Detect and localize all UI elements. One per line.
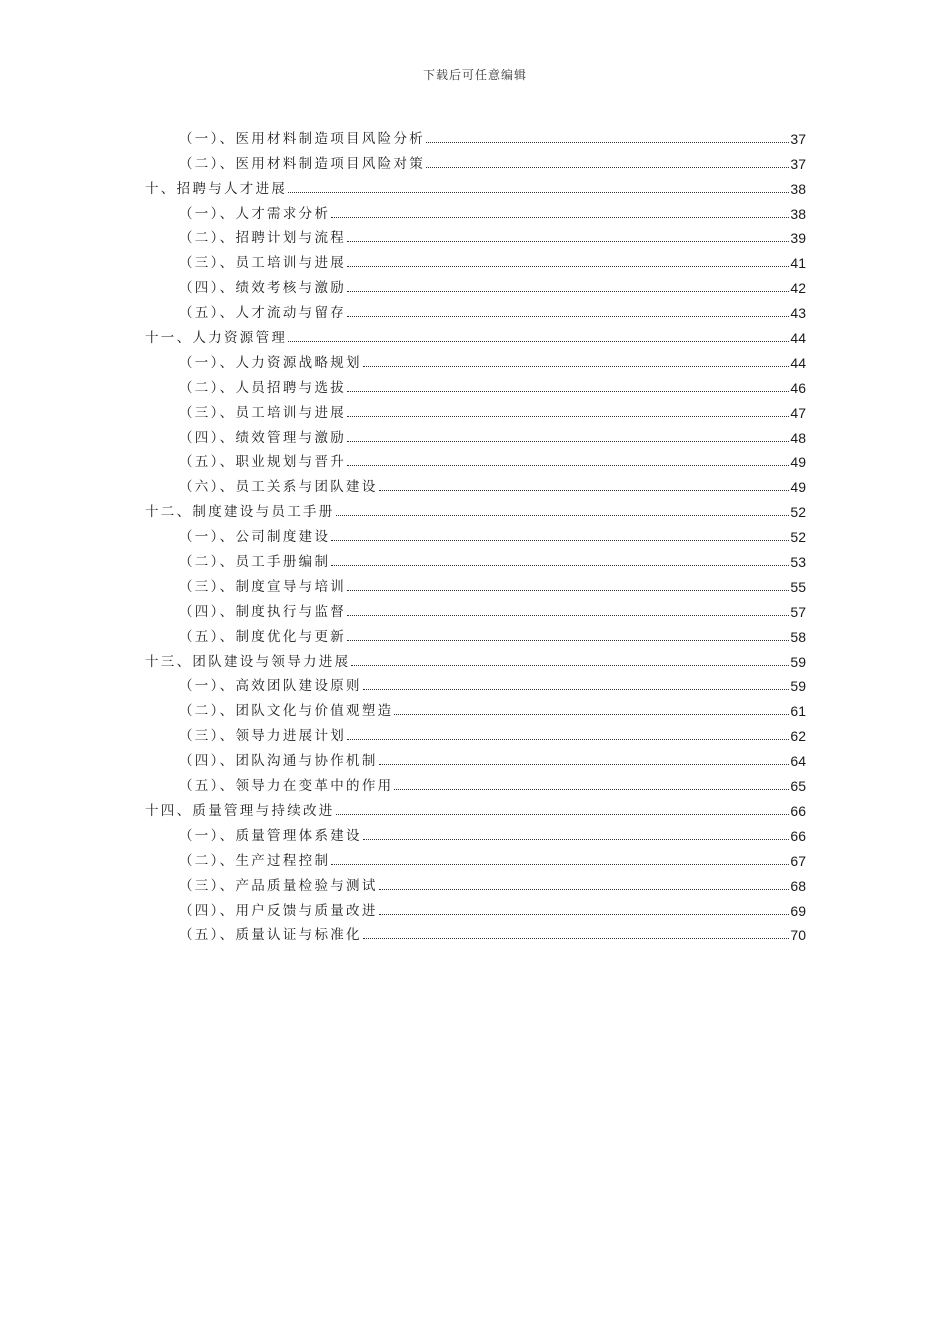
toc-section-entry[interactable]	[179, 473, 806, 498]
toc-section-entry[interactable]	[179, 225, 806, 250]
toc-entry-title: 十、招聘与人才进展	[145, 180, 288, 197]
dot-leader	[394, 789, 789, 790]
dot-leader	[331, 565, 789, 566]
dot-leader	[363, 366, 790, 367]
toc-section-entry[interactable]	[179, 274, 806, 299]
toc-entry-page-number: 69	[790, 902, 806, 919]
dot-leader	[347, 241, 789, 242]
toc-section-entry[interactable]	[179, 722, 806, 747]
dot-leader	[288, 341, 789, 342]
toc-entry-page-number: 68	[790, 877, 806, 894]
toc-entry-title: （三）、制度宣导与培训	[179, 578, 347, 595]
toc-entry-page-number: 53	[790, 554, 806, 571]
toc-entry-page-number: 52	[790, 504, 806, 521]
toc-section-entry[interactable]	[179, 399, 806, 424]
toc-chapter-entry[interactable]	[145, 324, 806, 349]
dot-leader	[347, 590, 789, 591]
toc-entry-page-number: 59	[790, 678, 806, 695]
toc-entry-title: （五）、制度优化与更新	[179, 628, 347, 645]
toc-entry-title: （四）、用户反馈与质量改进	[179, 902, 378, 919]
toc-section-entry[interactable]	[179, 200, 806, 225]
toc-entry-page-number: 57	[790, 603, 806, 620]
toc-section-entry[interactable]	[179, 772, 806, 797]
toc-entry-page-number: 52	[790, 529, 806, 546]
toc-entry-page-number: 65	[790, 778, 806, 795]
toc-entry-page-number: 44	[790, 330, 806, 347]
toc-entry-title: （三）、领导力进展计划	[179, 728, 347, 745]
toc-entry-title: （五）、领导力在变革中的作用	[179, 778, 394, 795]
toc-entry-title: 十四、质量管理与持续改进	[145, 802, 335, 819]
toc-entry-page-number: 47	[790, 404, 806, 421]
dot-leader	[336, 515, 790, 516]
dot-leader	[379, 889, 790, 890]
toc-chapter-entry[interactable]	[145, 648, 806, 673]
toc-entry-page-number: 58	[790, 628, 806, 645]
dot-leader	[347, 291, 789, 292]
toc-entry-title: （五）、质量认证与标准化	[179, 927, 362, 944]
toc-entry-title: （三）、产品质量检验与测试	[179, 877, 378, 894]
dot-leader	[347, 465, 789, 466]
toc-entry-title: 十三、团队建设与领导力进展	[145, 653, 351, 670]
toc-entry-title: （四）、团队沟通与协作机制	[179, 753, 378, 770]
dot-leader	[288, 192, 789, 193]
page-header: 下载后可任意编辑	[422, 68, 527, 82]
toc-section-entry[interactable]	[179, 424, 806, 449]
dot-leader	[347, 416, 789, 417]
toc-entry-title: （一）、医用材料制造项目风险分析	[179, 130, 426, 147]
dot-leader	[347, 266, 789, 267]
toc-section-entry[interactable]	[179, 374, 806, 399]
toc-entry-page-number: 49	[790, 479, 806, 496]
table-of-contents	[0, 125, 950, 946]
toc-section-entry[interactable]	[179, 847, 806, 872]
toc-section-entry[interactable]	[179, 125, 806, 150]
toc-entry-page-number: 67	[790, 852, 806, 869]
toc-entry-page-number: 61	[790, 703, 806, 720]
toc-section-entry[interactable]	[179, 922, 806, 947]
toc-entry-page-number: 49	[790, 454, 806, 471]
dot-leader	[331, 540, 789, 541]
dot-leader	[331, 217, 789, 218]
toc-section-entry[interactable]	[179, 249, 806, 274]
toc-section-entry[interactable]	[179, 523, 806, 548]
toc-section-entry[interactable]	[179, 673, 806, 698]
toc-section-entry[interactable]	[179, 598, 806, 623]
toc-section-entry[interactable]	[179, 449, 806, 474]
toc-entry-title: （五）、职业规划与晋升	[179, 454, 347, 471]
dot-leader	[426, 142, 789, 143]
toc-entry-page-number: 37	[790, 130, 806, 147]
toc-entry-title: （二）、招聘计划与流程	[179, 230, 347, 247]
dot-leader	[351, 665, 789, 666]
dot-leader	[394, 714, 789, 715]
toc-section-entry[interactable]	[179, 697, 806, 722]
dot-leader	[379, 764, 790, 765]
toc-chapter-entry[interactable]	[145, 797, 806, 822]
toc-entry-title: （二）、员工手册编制	[179, 554, 331, 571]
toc-entry-title: （二）、生产过程控制	[179, 852, 331, 869]
dot-leader	[347, 441, 789, 442]
toc-entry-page-number: 66	[790, 802, 806, 819]
dot-leader	[347, 316, 789, 317]
toc-section-entry[interactable]	[179, 299, 806, 324]
toc-section-entry[interactable]	[179, 150, 806, 175]
toc-entry-page-number: 46	[790, 379, 806, 396]
toc-entry-title: （一）、人力资源战略规划	[179, 354, 362, 371]
toc-entry-title: （一）、公司制度建设	[179, 529, 331, 546]
toc-entry-page-number: 70	[790, 927, 806, 944]
toc-entry-title: （一）、人才需求分析	[179, 205, 331, 222]
toc-chapter-entry[interactable]	[145, 498, 806, 523]
toc-section-entry[interactable]	[179, 897, 806, 922]
dot-leader	[347, 391, 789, 392]
dot-leader	[363, 839, 790, 840]
toc-section-entry[interactable]	[179, 623, 806, 648]
dot-leader	[363, 938, 790, 939]
dot-leader	[331, 864, 789, 865]
toc-entry-title: （四）、制度执行与监督	[179, 603, 347, 620]
toc-entry-page-number: 38	[790, 180, 806, 197]
toc-section-entry[interactable]	[179, 822, 806, 847]
toc-entry-title: （四）、绩效管理与激励	[179, 429, 347, 446]
toc-entry-page-number: 38	[790, 205, 806, 222]
toc-entry-page-number: 66	[790, 827, 806, 844]
dot-leader	[379, 490, 790, 491]
dot-leader	[347, 739, 789, 740]
toc-entry-title: （一）、高效团队建设原则	[179, 678, 362, 695]
toc-entry-page-number: 39	[790, 230, 806, 247]
toc-entry-page-number: 37	[790, 155, 806, 172]
dot-leader	[336, 814, 790, 815]
toc-entry-page-number: 55	[790, 578, 806, 595]
toc-entry-page-number: 44	[790, 354, 806, 371]
toc-entry-title: （三）、员工培训与进展	[179, 255, 347, 272]
toc-chapter-entry[interactable]	[145, 175, 806, 200]
toc-entry-page-number: 48	[790, 429, 806, 446]
toc-entry-page-number: 43	[790, 305, 806, 322]
toc-entry-title: （二）、人员招聘与选拔	[179, 379, 347, 396]
toc-entry-title: （一）、质量管理体系建设	[179, 827, 362, 844]
toc-entry-page-number: 62	[790, 728, 806, 745]
toc-entry-title: 十一、人力资源管理	[145, 330, 288, 347]
toc-entry-title: 十二、制度建设与员工手册	[145, 504, 335, 521]
toc-section-entry[interactable]	[179, 349, 806, 374]
toc-entry-title: （三）、员工培训与进展	[179, 404, 347, 421]
toc-entry-page-number: 59	[790, 653, 806, 670]
dot-leader	[379, 914, 790, 915]
toc-entry-title: （五）、人才流动与留存	[179, 305, 347, 322]
toc-entry-title: （二）、团队文化与价值观塑造	[179, 703, 394, 720]
toc-entry-title: （六）、员工关系与团队建设	[179, 479, 378, 496]
dot-leader	[347, 615, 789, 616]
toc-section-entry[interactable]	[179, 872, 806, 897]
toc-entry-page-number: 42	[790, 280, 806, 297]
toc-section-entry[interactable]	[179, 747, 806, 772]
toc-entry-title: （二）、医用材料制造项目风险对策	[179, 155, 426, 172]
dot-leader	[426, 167, 789, 168]
dot-leader	[363, 689, 790, 690]
dot-leader	[347, 640, 789, 641]
toc-entry-page-number: 64	[790, 753, 806, 770]
toc-entry-page-number: 41	[790, 255, 806, 272]
toc-section-entry[interactable]	[179, 573, 806, 598]
toc-section-entry[interactable]	[179, 548, 806, 573]
toc-entry-title: （四）、绩效考核与激励	[179, 280, 347, 297]
